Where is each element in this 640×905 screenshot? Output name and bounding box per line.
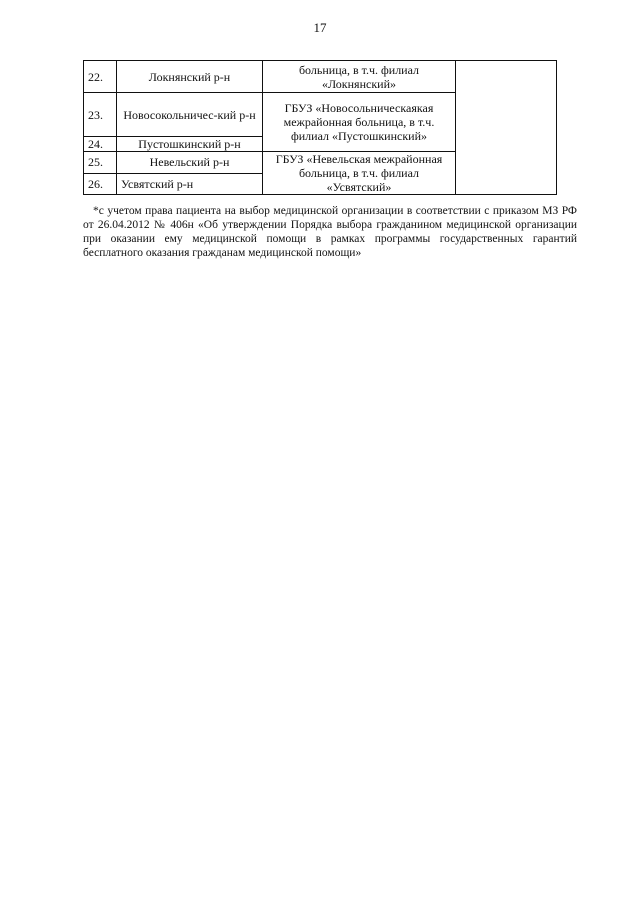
- empty-column-cell: [456, 61, 557, 195]
- districts-table: [83, 60, 557, 195]
- district-cell: Локнянский р-н: [117, 61, 263, 93]
- row-number: 24.: [84, 137, 117, 152]
- organization-cell: больница, в т.ч. филиал «Локнянский»: [263, 61, 456, 93]
- table-row: [84, 61, 557, 93]
- organization-cell: ГБУЗ «Невельская межрайонная больница, в т.ч. филиал «Усвятский»: [263, 152, 456, 195]
- organization-cell: ГБУЗ «Новосольническаякая межрайонная больница, в т.ч. филиал «Пустошкинский»: [263, 93, 456, 152]
- row-number: 26.: [84, 173, 117, 195]
- row-number: 23.: [84, 93, 117, 137]
- district-cell: Новосокольничес-кий р-н: [117, 93, 263, 137]
- district-cell: Пустошкинский р-н: [117, 137, 263, 152]
- page-number: 17: [313, 20, 327, 35]
- footnote: *с учетом права пациента на выбор медицинской организации в соответствии с приказом МЗ РФ от 26.04.2012 № 406н «Об утверждении Порядка выбора гражданином медицинской организации при оказании ему медицинской помощи в рамках программы государственных гарантий бесплатного оказания гражданам медицинской помощи»: [83, 205, 577, 259]
- district-cell: Невельский р-н: [117, 152, 263, 174]
- district-cell: Усвятский р-н: [117, 173, 263, 195]
- row-number: 22.: [84, 61, 117, 93]
- row-number: 25.: [84, 152, 117, 174]
